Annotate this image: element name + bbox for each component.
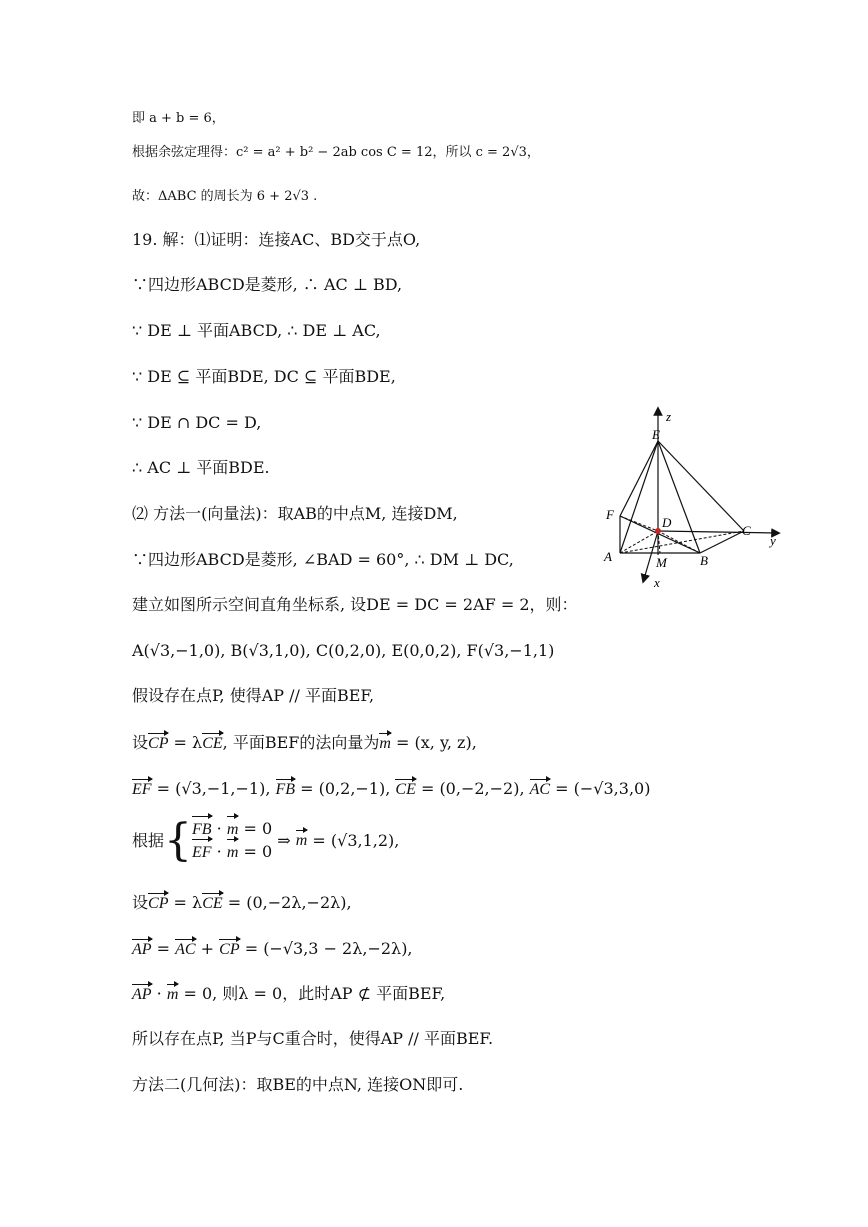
line-14: 假设存在点P, 使得AP // 平面BEF, <box>132 686 375 705</box>
vector-m: m <box>166 986 179 1003</box>
l16-t4: = (−√3,3,0) <box>550 779 651 798</box>
system-row-1 <box>192 818 272 841</box>
edge-BD <box>658 531 700 553</box>
edge-EA <box>620 441 658 553</box>
line-3: 故：ΔABC 的周长为 6 + 2√3 . <box>132 189 318 204</box>
l16-t3: = (0,−2,−2), <box>415 779 530 798</box>
label-F: F <box>606 507 614 522</box>
vector-EF: EF <box>132 781 152 798</box>
line-11: ∵四边形ABCD是菱形, ∠BAD = 60°, ∴ DM ⊥ DC, <box>132 550 514 569</box>
l20-t1: · <box>151 984 167 1003</box>
l15-c: = λ <box>168 733 203 752</box>
row1-dot: · <box>211 819 227 838</box>
equation-system <box>192 818 272 864</box>
label-A: A <box>604 549 612 564</box>
label-E: E <box>652 427 660 442</box>
edge-BC <box>700 531 744 553</box>
line-15 <box>132 735 477 752</box>
vector-AC: AC <box>175 941 196 958</box>
vector-CP: CP <box>219 941 240 958</box>
l17-b: ⇒ <box>272 831 296 850</box>
line-2: 根据余弦定理得：c² = a² + b² − 2ab cos C = 12，所以 c = 2√3， <box>132 145 540 160</box>
l20-t2: = 0, 则λ = 0，此时AP ⊄ 平面BEF, <box>178 984 446 1003</box>
line-19 <box>132 941 413 958</box>
vector-CP: CP <box>148 735 169 752</box>
vector-m: m <box>227 819 239 841</box>
brace-icon: { <box>164 815 193 866</box>
vector-CE: CE <box>395 781 416 798</box>
line-22: 方法二(几何法)：取BE的中点N, 连接ON即可. <box>132 1075 464 1094</box>
row2-eq: = 0 <box>238 842 273 861</box>
l18-a: 设 <box>132 893 149 912</box>
line-17-system <box>132 815 400 866</box>
line-8: ∵ DE ∩ DC = D, <box>132 413 262 432</box>
l15-g: = (x, y, z), <box>390 733 477 752</box>
label-D: D <box>662 515 672 530</box>
point-D-icon <box>655 528 661 534</box>
line-6: ∵ DE ⊥ 平面ABCD, ∴ DE ⊥ AC, <box>132 321 381 340</box>
label-x: x <box>654 575 660 590</box>
edge-FD <box>620 516 658 531</box>
edge-EF <box>620 441 658 516</box>
label-C: C <box>742 523 751 538</box>
vector-AP: AP <box>132 941 152 958</box>
line-4-problem-19: 19. 解：⑴证明：连接AC、BD交于点O, <box>132 230 421 249</box>
l19-t1: = <box>151 939 176 958</box>
line-10: ⑵ 方法一(向量法)：取AB的中点M, 连接DM, <box>132 504 458 523</box>
vector-EF: EF <box>192 842 212 864</box>
system-row-2 <box>192 841 272 864</box>
label-B: B <box>700 553 708 568</box>
vector-FB: FB <box>192 819 212 841</box>
line-13-coordinates: A(√3,−1,0), B(√3,1,0), C(0,2,0), E(0,0,2), F(√3,−1,1) <box>132 641 555 660</box>
l18-e: = (0,−2λ,−2λ), <box>222 893 352 912</box>
l17-a: 根据 <box>132 831 165 850</box>
pyramid-coordinate-figure <box>600 405 790 595</box>
line-18 <box>132 895 352 912</box>
line-21: 所以存在点P, 当P与C重合时，使得AP // 平面BEF. <box>132 1029 494 1048</box>
l15-e: , 平面BEF的法向量为 <box>222 733 380 752</box>
line-16-vectors <box>132 781 650 798</box>
l16-t2: = (0,2,−1), <box>295 779 396 798</box>
line-12: 建立如图所示空间直角坐标系, 设DE = DC = 2AF = 2，则： <box>132 595 578 614</box>
line-20 <box>132 986 445 1003</box>
vector-AP: AP <box>132 986 152 1003</box>
label-z: z <box>666 409 672 424</box>
line-7: ∵ DE ⊆ 平面BDE, DC ⊆ 平面BDE, <box>132 367 396 386</box>
vector-CE: CE <box>202 895 223 912</box>
label-y: y <box>770 533 776 548</box>
vector-m: m <box>379 735 391 752</box>
row2-dot: · <box>211 842 227 861</box>
l15-a: 设 <box>132 733 149 752</box>
vector-CP: CP <box>148 895 169 912</box>
y-axis <box>658 531 776 533</box>
line-1: 即 a + b = 6， <box>132 111 225 126</box>
l19-t3: = (−√3,3 − 2λ,−2λ), <box>239 939 413 958</box>
row1-eq: = 0 <box>238 819 273 838</box>
vector-m: m <box>227 842 239 864</box>
l18-c: = λ <box>168 893 203 912</box>
vector-CE: CE <box>202 735 223 752</box>
l16-t1: = (√3,−1,−1), <box>151 779 276 798</box>
label-M: M <box>656 555 667 570</box>
vector-FB: FB <box>275 781 296 798</box>
vector-m: m <box>295 832 308 849</box>
l19-t2: + <box>195 939 220 958</box>
l17-d: = (√3,1,2), <box>307 831 400 850</box>
vector-AC: AC <box>529 781 551 798</box>
line-9: ∴ AC ⊥ 平面BDE. <box>132 458 270 477</box>
line-5: ∵四边形ABCD是菱形, ∴ AC ⊥ BD, <box>132 275 403 294</box>
